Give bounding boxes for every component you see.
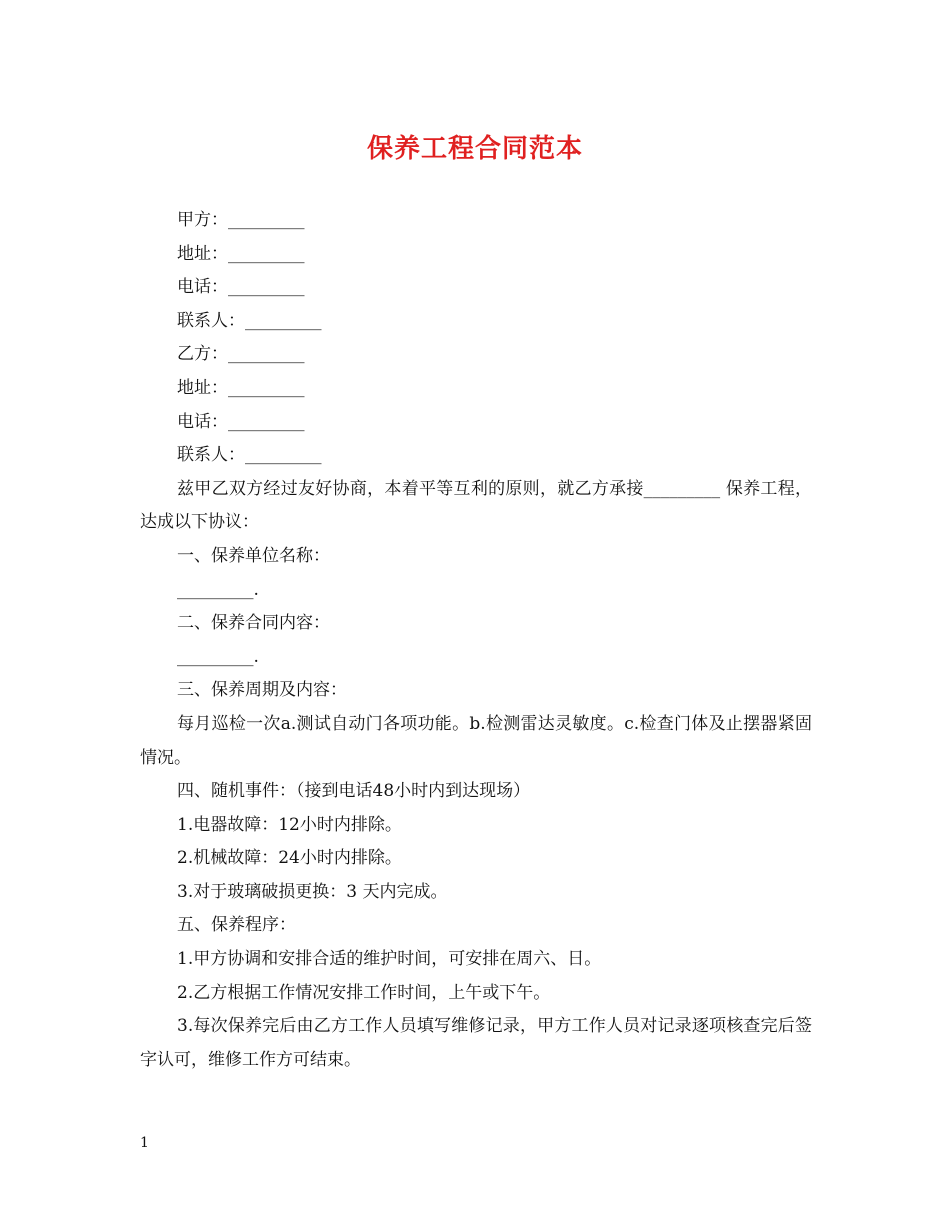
document-title: 保养工程合同范本 [366,134,583,164]
list-item: 2.机械故障：24小时内排除。 [177,848,402,869]
blank-field: _________. [177,646,259,667]
party-b-contact: 联系人：_________ [177,445,322,466]
party-a-address: 地址：_________ [177,243,305,264]
paragraph: 每月巡检一次a.测试自动门各项功能。b.检测雷达灵敏度。c.检查门体及止摆器紧固情况。 [140,713,812,768]
section-heading: 三、保养周期及内容： [177,680,347,701]
list-item: 3.每次保养完后由乙方工作人员填写维修记录，甲方工作人员对记录逐项核查完后签字认可，维修工作方可结束。 [140,1016,812,1070]
party-b-phone: 电话：_________ [177,411,305,432]
section-heading: 一、保养单位名称： [177,545,330,566]
section-heading: 四、随机事件：（接到电话48小时内到达现场） [177,781,531,802]
party-b-address: 地址：_________ [177,377,305,398]
list-item: 1.电器故障：12小时内排除。 [177,814,402,835]
section-heading: 二、保养合同内容： [177,613,330,634]
blank-field: _________. [177,579,259,600]
list-item: 3.对于玻璃破损更换：3 天内完成。 [177,881,448,902]
party-a-contact: 联系人：_________ [177,310,322,331]
page-number: 1 [140,1135,149,1151]
party-b-name: 乙方：_________ [177,344,305,365]
party-a-phone: 电话：_________ [177,277,305,298]
list-item: 2.乙方根据工作情况安排工作时间，上午或下午。 [177,982,551,1003]
party-a-name: 甲方：_________ [177,210,305,230]
document-body [140,204,812,1077]
agreement-preamble: 兹甲乙双方经过友好协商，本着平等互利的原则，就乙方承接_________ 保养工程，达成以下协议： [140,478,812,533]
section-heading: 五、保养程序： [177,915,296,936]
list-item: 1.甲方协调和安排合适的维护时间，可安排在周六、日。 [177,949,602,970]
